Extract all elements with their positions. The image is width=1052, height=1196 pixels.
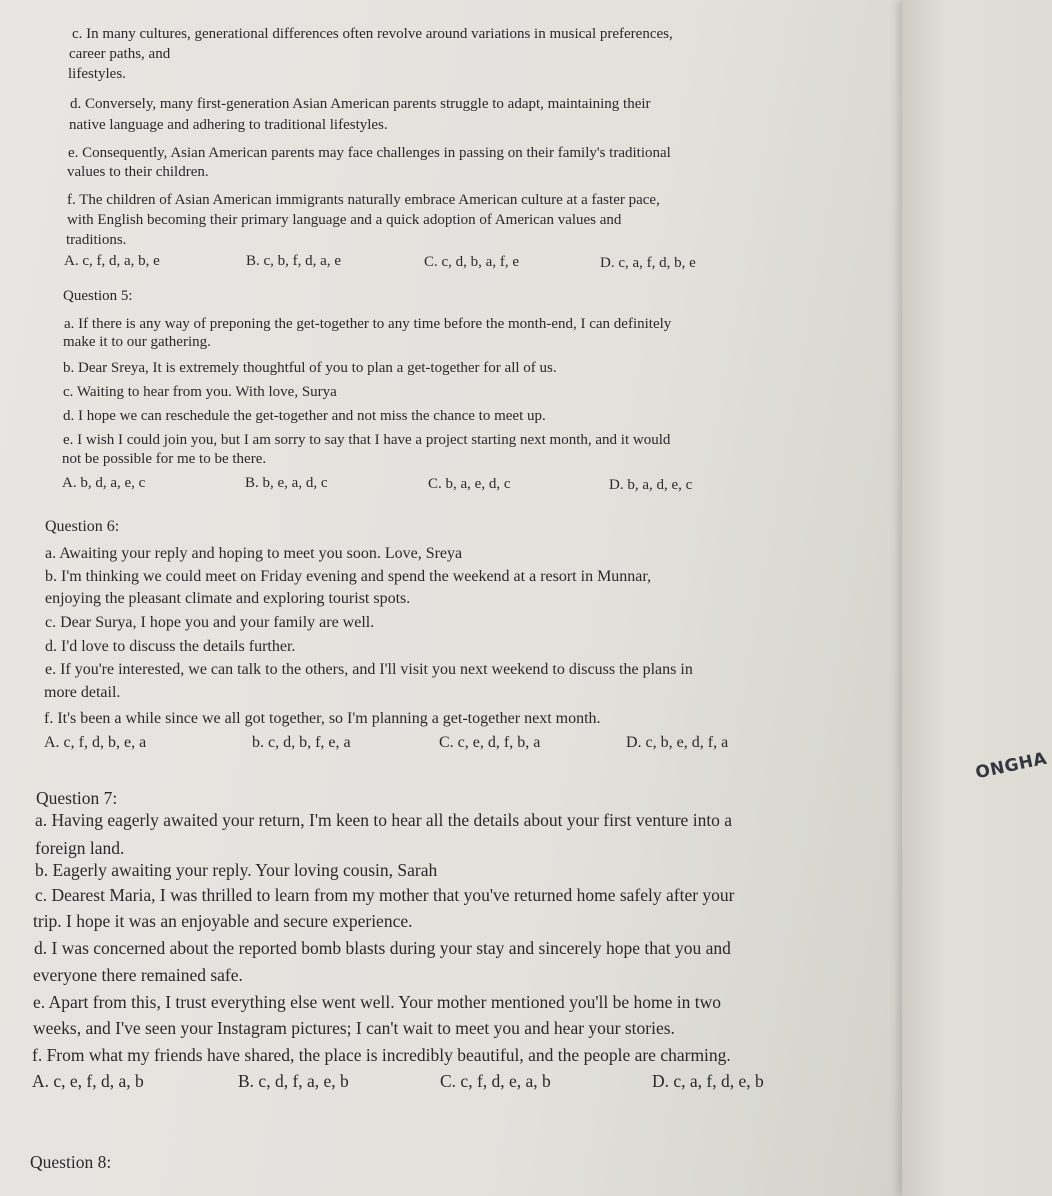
q4-line: native language and adhering to traditional lifestyles. — [69, 117, 388, 133]
q5-line: c. Waiting to hear from you. With love, Surya — [63, 384, 337, 400]
q5-heading: Question 5: — [63, 288, 133, 304]
q7-heading: Question 7: — [36, 788, 118, 808]
underlying-sheet — [902, 0, 1052, 1196]
q5-line: e. I wish I could join you, but I am sorry to say that I have a project starting next month, and it would — [63, 432, 671, 448]
margin-stamp-text: ONGHA — [974, 748, 1050, 784]
q5-option-b[interactable]: B. b, e, a, d, c — [245, 475, 328, 491]
q4-line: e. Consequently, Asian American parents may face challenges in passing on their family's traditional — [68, 145, 671, 161]
q4-option-c[interactable]: C. c, d, b, a, f, e — [424, 254, 519, 270]
q7-line: everyone there remained safe. — [33, 965, 243, 985]
q5-line: make it to our gathering. — [63, 334, 211, 350]
q6-line: b. I'm thinking we could meet on Friday evening and spend the weekend at a resort in Munnar, — [45, 568, 652, 585]
q7-line: e. Apart from this, I trust everything else went well. Your mother mentioned you'll be home in two — [33, 992, 721, 1012]
q5-option-c[interactable]: C. b, a, e, d, c — [428, 476, 511, 492]
q6-option-d[interactable]: D. c, b, e, d, f, a — [626, 734, 729, 751]
q5-line: a. If there is any way of preponing the get-together to any time before the month-end, I can definitely — [64, 316, 672, 332]
q4-option-d[interactable]: D. c, a, f, d, b, e — [600, 255, 696, 271]
q6-line: enjoying the pleasant climate and exploring tourist spots. — [45, 590, 411, 607]
q4-option-b[interactable]: B. c, b, f, d, a, e — [246, 253, 341, 269]
q7-option-c[interactable]: C. c, f, d, e, a, b — [440, 1071, 551, 1091]
q7-line: f. From what my friends have shared, the place is incredibly beautiful, and the people are charming. — [32, 1045, 731, 1065]
q6-option-b[interactable]: b. c, d, b, f, e, a — [252, 734, 351, 751]
q4-line: with English becoming their primary language and a quick adoption of American values and — [67, 212, 622, 228]
q6-option-a[interactable]: A. c, f, d, b, e, a — [44, 734, 147, 751]
q6-line: f. It's been a while since we all got together, so I'm planning a get-together next month. — [44, 710, 601, 727]
q4-line: values to their children. — [67, 164, 209, 180]
q6-line: more detail. — [44, 684, 121, 701]
q7-line: weeks, and I've seen your Instagram pictures; I can't wait to meet you and hear your stories. — [33, 1018, 675, 1038]
q6-option-c[interactable]: C. c, e, d, f, b, a — [439, 734, 541, 751]
q7-line: a. Having eagerly awaited your return, I'm keen to hear all the details about your first venture into a — [35, 810, 733, 830]
q8-heading: Question 8: — [30, 1152, 112, 1172]
q6-line: d. I'd love to discuss the details further. — [45, 638, 296, 655]
q7-option-b[interactable]: B. c, d, f, a, e, b — [238, 1071, 349, 1091]
q7-line: d. I was concerned about the reported bomb blasts during your stay and sincerely hope that you and — [34, 938, 731, 958]
q4-line: d. Conversely, many first-generation Asian American parents struggle to adapt, maintaining their — [70, 96, 651, 112]
q6-heading: Question 6: — [45, 518, 120, 535]
q5-line: not be possible for me to be there. — [62, 451, 267, 467]
q5-option-a[interactable]: A. b, d, a, e, c — [62, 475, 146, 491]
q7-line: trip. I hope it was an enjoyable and secure experience. — [33, 911, 413, 931]
q5-line: d. I hope we can reschedule the get-together and not miss the chance to meet up. — [63, 408, 546, 424]
q4-line: traditions. — [66, 232, 127, 248]
q7-option-d[interactable]: D. c, a, f, d, e, b — [652, 1071, 764, 1091]
q4-line: lifestyles. — [68, 66, 126, 82]
q7-option-a[interactable]: A. c, e, f, d, a, b — [32, 1071, 144, 1091]
q4-option-a[interactable]: A. c, f, d, a, b, e — [64, 253, 160, 269]
q7-line: b. Eagerly awaiting your reply. Your loving cousin, Sarah — [35, 860, 438, 880]
q7-line: foreign land. — [35, 838, 125, 858]
q5-line: b. Dear Sreya, It is extremely thoughtful of you to plan a get-together for all of us. — [63, 360, 557, 376]
q4-line: career paths, and — [69, 46, 171, 62]
q7-line: c. Dearest Maria, I was thrilled to learn from my mother that you've returned home safely after your — [35, 885, 735, 905]
q6-line: e. If you're interested, we can talk to the others, and I'll visit you next weekend to discuss the plans in — [45, 661, 693, 678]
q5-option-d[interactable]: D. b, a, d, e, c — [609, 477, 693, 493]
q6-line: c. Dear Surya, I hope you and your family are well. — [45, 614, 375, 631]
q4-line: f. The children of Asian American immigrants naturally embrace American culture at a faster pace, — [67, 192, 660, 208]
q6-line: a. Awaiting your reply and hoping to meet you soon. Love, Sreya — [45, 545, 463, 562]
q4-line: c. In many cultures, generational differences often revolve around variations in musical preferences, — [72, 26, 673, 42]
